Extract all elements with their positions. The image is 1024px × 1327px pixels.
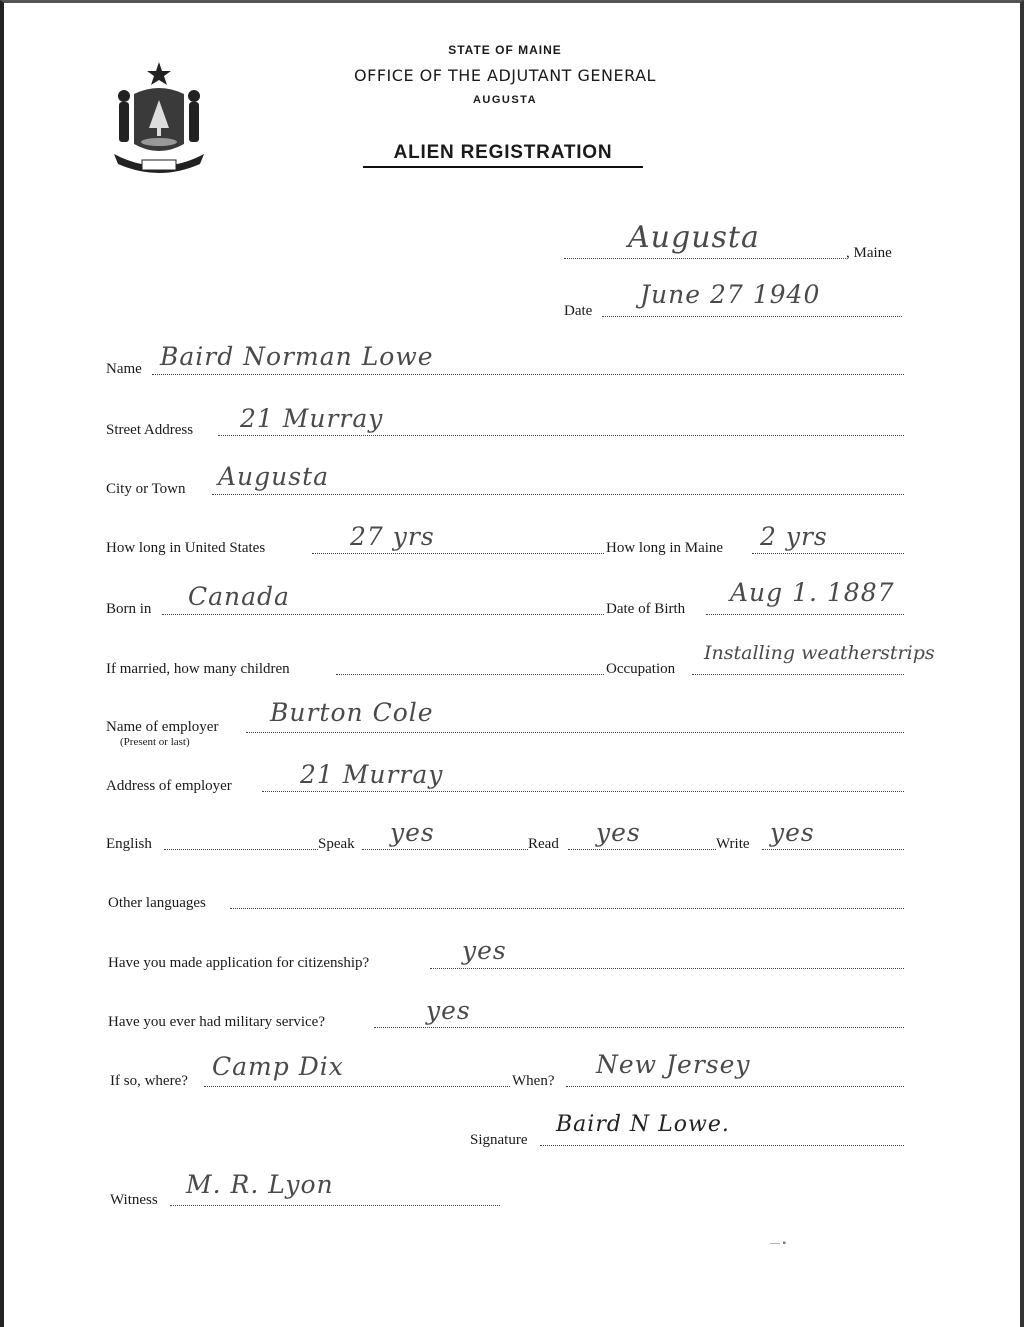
witness-value: M. R. Lyon: [186, 1170, 334, 1199]
citizenship-line: [430, 968, 904, 969]
other-languages-label: Other languages: [108, 895, 206, 911]
employer-address-label: Address of employer: [106, 778, 232, 794]
how-long-us-line: [312, 553, 604, 554]
when-line: [566, 1086, 904, 1087]
born-in-line: [162, 614, 604, 615]
military-value: yes: [426, 996, 471, 1025]
where-value: Camp Dix: [212, 1052, 344, 1081]
street-label: Street Address: [106, 422, 194, 438]
married-children-label: If married, how many children: [106, 661, 290, 677]
date-of-birth-value: Aug 1. 1887: [730, 578, 895, 607]
witness-line: [170, 1205, 500, 1206]
name-line: [152, 374, 904, 375]
witness-label: Witness: [110, 1192, 158, 1208]
speak-value: yes: [390, 818, 435, 847]
city-value: Augusta: [218, 462, 330, 491]
read-label: Read: [528, 836, 559, 852]
military-line: [374, 1027, 904, 1028]
form-title: ALIEN REGISTRATION: [363, 142, 643, 168]
how-long-us-value: 27 yrs: [350, 522, 435, 551]
where-label: If so, where?: [110, 1073, 188, 1089]
read-value: yes: [596, 818, 641, 847]
employer-address-value: 21 Murray: [300, 760, 444, 789]
street-line: [218, 435, 904, 436]
citizenship-label: Have you made application for citizenship?: [108, 955, 370, 971]
write-label: Write: [716, 836, 750, 852]
date-of-birth-label: Date of Birth: [606, 601, 686, 617]
header-city: AUGUSTA: [472, 94, 538, 106]
signature-line: [540, 1145, 904, 1146]
english-label: English: [106, 836, 152, 852]
name-label: Name: [106, 361, 142, 377]
city-label: City or Town: [106, 481, 186, 497]
date-of-birth-line: [706, 614, 904, 615]
write-line: [762, 849, 904, 850]
city-line: [212, 494, 904, 495]
employer-name-value: Burton Cole: [270, 698, 434, 727]
employer-note: (Present or last): [120, 736, 190, 748]
employer-name-line: [246, 732, 904, 733]
speak-line: [362, 849, 528, 850]
date-line: [602, 316, 902, 317]
place-line: [564, 258, 846, 259]
where-line: [204, 1086, 510, 1087]
maine-label: , Maine: [846, 245, 892, 261]
occupation-line: [692, 674, 904, 675]
header-state: STATE OF MAINE: [448, 43, 562, 57]
occupation-label: Occupation: [606, 661, 676, 677]
write-value: yes: [770, 818, 815, 847]
street-value: 21 Murray: [240, 404, 384, 433]
date-label: Date: [564, 303, 593, 319]
speak-label: Speak: [318, 836, 355, 852]
read-line: [568, 849, 716, 850]
employer-address-line: [262, 791, 904, 792]
military-label: Have you ever had military service?: [108, 1014, 325, 1030]
how-long-maine-line: [752, 553, 904, 554]
citizenship-value: yes: [462, 936, 507, 965]
signature-value: Baird N Lowe.: [556, 1112, 730, 1137]
place-value: Augusta: [628, 220, 760, 255]
how-long-maine-label: How long in Maine: [606, 540, 724, 556]
date-value: June 27 1940: [640, 280, 821, 309]
other-languages-line: [230, 908, 904, 909]
how-long-maine-value: 2 yrs: [760, 522, 828, 551]
how-long-us-label: How long in United States: [106, 540, 266, 556]
occupation-value: Installing weatherstrips: [704, 642, 935, 664]
stray-mark: — ▪: [770, 1238, 787, 1249]
when-label: When?: [512, 1073, 555, 1089]
signature-label: Signature: [470, 1132, 528, 1148]
name-value: Baird Norman Lowe: [160, 342, 434, 371]
born-in-value: Canada: [188, 582, 290, 611]
born-in-label: Born in: [106, 601, 152, 617]
when-value: New Jersey: [596, 1050, 751, 1079]
married-children-line: [336, 674, 604, 675]
english-line: [164, 849, 318, 850]
header-office: OFFICE OF THE ADJUTANT GENERAL: [354, 66, 656, 85]
employer-name-label: Name of employer: [106, 719, 219, 735]
